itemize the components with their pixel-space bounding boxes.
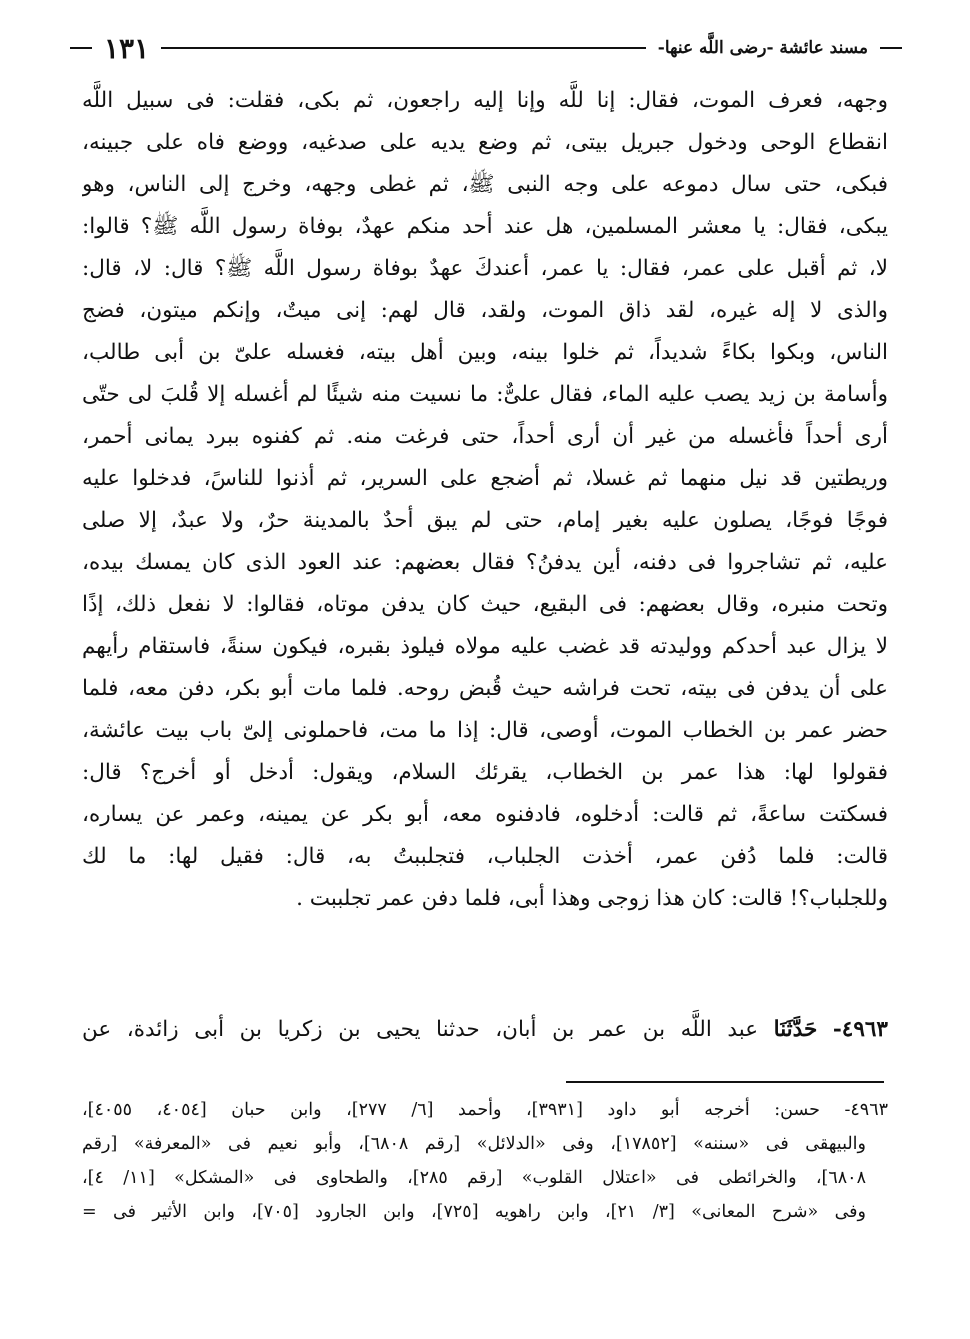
text-line: لا، ثم أقبل على عمر، فقال: يا عمر، أعندكَ عهدٌ بوفاة رسول اللَّه ﷺ؟ قال: لا، قال: <box>82 256 888 281</box>
header-dash-left <box>70 47 92 49</box>
running-title: مسند عائشة -رضى اللَّه عنها- <box>657 38 868 58</box>
text-line: انقطاع الوحى ودخول جبريل بيتى، ثم وضع يديه على صدغيه، ووضع فاه على جبينه، <box>82 130 888 155</box>
hadith-number: ٤٩٦٣ <box>841 1017 888 1042</box>
footnote-line: والبيهقى فى «سننه» [١٧٨٥٢]، وفى «الدلائل» [رقم ٦٨٠٨]، وأبو نعيم فى «المعرفة» [رقم <box>82 1134 866 1154</box>
footnote-line: وفى «شرح المعانى» [٣/ ٢١]، وابن راهويه [٧٢٥]، وابن الجارود [٧٠٥]، وابن الأثير فى = <box>82 1202 866 1222</box>
text-line: حضر عمر بن الخطاب الموت، أوصى، قال: إذا ما مت، فاحملونى إلىّ باب بيت عائشة، <box>82 718 888 743</box>
footnote-separator <box>566 1081 884 1083</box>
text-line: فوجًا فوجًا، يصلون عليه بغير إمام، حتى لم يبق أحدٌ بالمدينة حرٌ، ولا عبدٌ، إلا صلى <box>82 508 888 533</box>
text-line: والذى لا إله غيره، لقد ذاق الموت، ولقد، قال لهم: إنى ميتٌ، وإنكم ميتون، فضج <box>82 298 888 323</box>
text-line: فسكتت ساعةً، ثم قالت: أدخلوه، فادفنوه معه، أبو بكر عن يمينه، وعمر عن يساره، <box>82 802 888 827</box>
hadith-chain: عبد اللَّه بن عمر بن أبان، حدثنا يحيى بن زكريا بن أبى زائدة، عن <box>82 1017 759 1042</box>
text-line: وريطتين قد نيل منهما ثم غسلا، ثم أضجع على السرير، ثم أذنوا للناسً، فدخلوا عليه <box>82 466 888 491</box>
text-line: فقولوا لها: هذا عمر بن الخطاب، يقرئك السلام، ويقول: أدخل أو أخرج؟ قال: <box>82 760 888 785</box>
page-header <box>70 28 902 68</box>
text-line: الناس، وبكوا بكاءً شديداً، ثم خلوا بينه، وبين أهل بيته، فغسله علىّ بن أبى طالب، <box>82 340 888 365</box>
header-dash-right <box>880 47 902 49</box>
hadith-dash: - <box>832 1017 842 1042</box>
text-line: وأسامة بن زيد يصب عليه الماء، فقال علىٌّ: ما نسيت منه شيئًا لم أغسله إلا قُلبَ لى حتّى <box>82 382 888 407</box>
page-number: ١٣١ <box>104 31 150 65</box>
footnotes <box>82 1093 888 1229</box>
text-line: يبكى، فقال: يا معشر المسلمين، هل عند أحد منكم عهدٌ، بوفاة رسول اللَّه ﷺ؟ قالوا: <box>82 214 888 239</box>
text-line: عليه، ثم تشاجروا فى دفنه، أين يدفنُ؟ فقال بعضهم: عند العود الذى كان يمسك بيده، <box>82 550 888 575</box>
footnote-line: ٦٨٠٨]، والخرائطى فى «اعتلال القلوب» [رقم ٢٨٥]، والطحاوى فى «المشكل» [١١/ ٤]، <box>82 1168 866 1188</box>
footnote-line: ٤٩٦٣- حسن: أخرجه أبو داود [٣٩٣١]، وأحمد [٦/ ٢٧٧]، وابن حبان [٤٠٥٤، ٤٠٥٥]، <box>82 1100 888 1120</box>
text-line: فبكى، حتى سال دموعه على وجه النبى ﷺ، ثم غطى وجهه، وخرج إلى الناس، وهو <box>82 172 888 197</box>
text-line: لا يزال عبد أحدكم ووليدته قد غضب عليه مولاه فيلوذ بقبره، فيكون سنةً، فاستقام رأيهم <box>82 634 888 659</box>
text-line: قالت: فلما دُفن عمر، أخذت الجلباب، فتجلببتُ به، قال: فقيل لها: ما لك <box>82 844 888 869</box>
text-line: على أن يدفن فى بيته، تحت فراشه حيث قُبض روحه. فلما مات أبو بكر، دفن معه، فلما <box>82 676 888 701</box>
text-line: أرى أحداً فأغسله من غير أن أرى أحداً، حتى فرغت منه. ثم كفنوه ببرد يمانى أحمر، <box>82 424 888 449</box>
text-line: وللجلباب؟! قالت: كان هذا زوجى وهذا أبى، فلما دفن عمر تجلببت . <box>296 886 888 911</box>
main-text <box>82 80 888 920</box>
hadith-opening <box>82 1009 888 1051</box>
text-line: وجهه، فعرف الموت، فقال: إنا للَّه وإنا إليه راجعون، ثم بكى، فقلت: فى سبيل اللَّه <box>82 88 888 113</box>
text-line: وتحت منبره، وقال بعضهم: فى البقيع، حيث كان يدفن موتاه، فقالوا: لا نفعل ذلك، إذًا <box>82 592 888 617</box>
header-rule <box>161 47 646 49</box>
hadith-narration-verb: حَدَّثَنَا <box>773 1017 818 1042</box>
